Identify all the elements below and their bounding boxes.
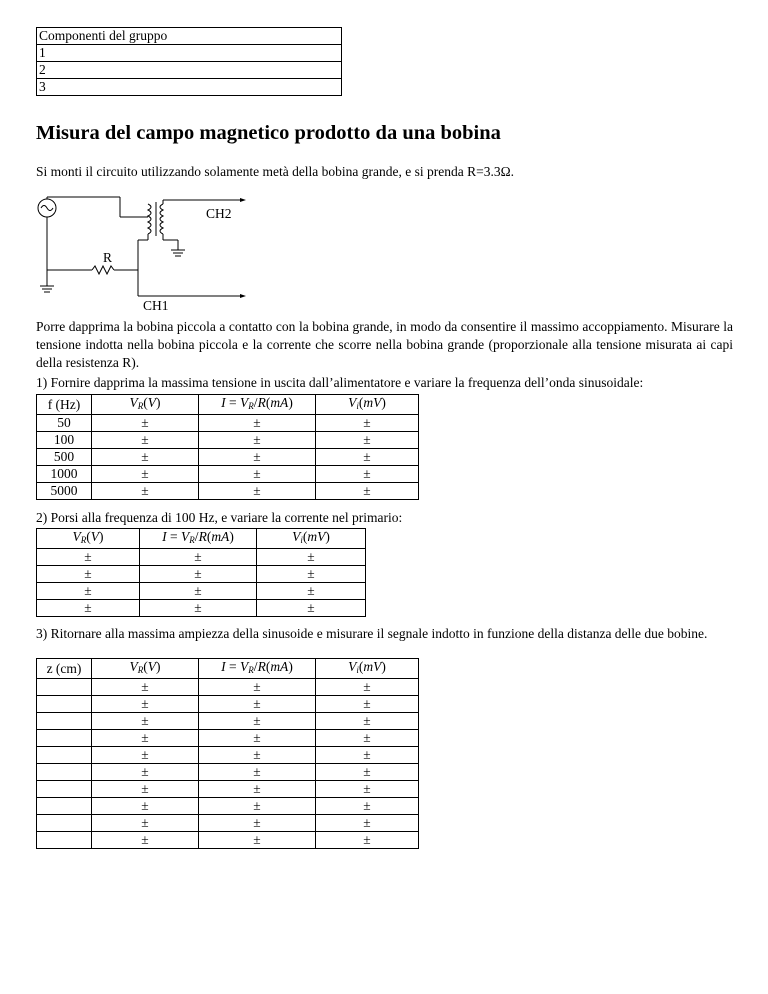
vi-cell: ± bbox=[257, 583, 366, 600]
table-frequency-body bbox=[37, 415, 419, 500]
vi-cell: ± bbox=[316, 798, 419, 815]
current-cell: ± bbox=[199, 449, 316, 466]
frequency-cell: 500 bbox=[37, 449, 92, 466]
distance-cell bbox=[37, 713, 92, 730]
resistor-label: R bbox=[103, 250, 113, 265]
table-row bbox=[37, 781, 419, 798]
col-vr: $V_R(V)$ bbox=[92, 395, 199, 415]
vr-cell: ± bbox=[92, 449, 199, 466]
distance-cell bbox=[37, 815, 92, 832]
current-cell: ± bbox=[199, 696, 316, 713]
group-table bbox=[36, 27, 342, 96]
frequency-cell: 100 bbox=[37, 432, 92, 449]
current-cell: ± bbox=[199, 415, 316, 432]
distance-cell bbox=[37, 764, 92, 781]
col-distance: z (cm) bbox=[37, 659, 92, 679]
vr-cell: ± bbox=[92, 730, 199, 747]
table-distance bbox=[36, 658, 419, 849]
distance-cell bbox=[37, 832, 92, 849]
vi-cell: ± bbox=[316, 415, 419, 432]
current-cell: ± bbox=[199, 798, 316, 815]
group-row-3: 3 bbox=[37, 79, 342, 96]
distance-cell bbox=[37, 696, 92, 713]
table-current-body bbox=[37, 549, 366, 617]
frequency-cell: 5000 bbox=[37, 483, 92, 500]
col-current: $I = V_R/R(mA)$ bbox=[140, 529, 257, 549]
vr-cell: ± bbox=[92, 713, 199, 730]
col-vi: $V_i(mV)$ bbox=[316, 659, 419, 679]
current-cell: ± bbox=[199, 483, 316, 500]
vi-cell: ± bbox=[316, 781, 419, 798]
table-row bbox=[37, 798, 419, 815]
table-frequency bbox=[36, 394, 419, 500]
current-cell: ± bbox=[140, 566, 257, 583]
current-cell: ± bbox=[199, 815, 316, 832]
col-vr: $V_R(V)$ bbox=[37, 529, 140, 549]
table-row bbox=[37, 415, 419, 432]
table-row bbox=[37, 815, 419, 832]
table-row bbox=[37, 679, 419, 696]
vr-cell: ± bbox=[37, 583, 140, 600]
table-row bbox=[37, 713, 419, 730]
current-cell: ± bbox=[140, 549, 257, 566]
vi-cell: ± bbox=[316, 432, 419, 449]
group-row-2: 2 bbox=[37, 62, 342, 79]
vi-cell: ± bbox=[316, 815, 419, 832]
col-current: $I = V_R/R(mA)$ bbox=[199, 659, 316, 679]
vr-cell: ± bbox=[92, 415, 199, 432]
vi-cell: ± bbox=[316, 730, 419, 747]
current-cell: ± bbox=[199, 832, 316, 849]
distance-cell bbox=[37, 730, 92, 747]
table-row bbox=[37, 583, 366, 600]
current-cell: ± bbox=[140, 600, 257, 617]
paragraph-1: Porre dapprima la bobina piccola a contatto con la bobina grande, in modo da consentire il massimo accoppiamento. Misurare la tensione indotta nella bobina piccola e la corrente che scorre nella bobina grande (proporzionale alla tensione misurata ai capi della resistenza R). bbox=[36, 319, 733, 370]
table-row bbox=[37, 432, 419, 449]
vr-cell: ± bbox=[92, 432, 199, 449]
table-row bbox=[37, 600, 366, 617]
vr-cell: ± bbox=[92, 798, 199, 815]
vr-cell: ± bbox=[92, 679, 199, 696]
current-cell: ± bbox=[199, 764, 316, 781]
current-cell: ± bbox=[199, 730, 316, 747]
vi-cell: ± bbox=[316, 713, 419, 730]
vi-cell: ± bbox=[316, 696, 419, 713]
group-row-1: 1 bbox=[37, 45, 342, 62]
vr-cell: ± bbox=[92, 466, 199, 483]
vi-cell: ± bbox=[316, 449, 419, 466]
vi-cell: ± bbox=[316, 747, 419, 764]
frequency-cell: 50 bbox=[37, 415, 92, 432]
col-frequency: f (Hz) bbox=[37, 395, 92, 415]
vr-cell: ± bbox=[92, 696, 199, 713]
ch1-label: CH1 bbox=[143, 298, 169, 313]
table-row bbox=[37, 696, 419, 713]
table-row bbox=[37, 764, 419, 781]
table-row bbox=[37, 483, 419, 500]
vr-cell: ± bbox=[92, 815, 199, 832]
vr-cell: ± bbox=[92, 764, 199, 781]
vr-cell: ± bbox=[92, 483, 199, 500]
vi-cell: ± bbox=[257, 549, 366, 566]
vi-cell: ± bbox=[257, 600, 366, 617]
current-cell: ± bbox=[199, 747, 316, 764]
distance-cell bbox=[37, 781, 92, 798]
table-row bbox=[37, 730, 419, 747]
vr-cell: ± bbox=[37, 566, 140, 583]
col-vi: $V_i(mV)$ bbox=[316, 395, 419, 415]
distance-cell bbox=[37, 679, 92, 696]
step-2-text: 2) Porsi alla frequenza di 100 Hz, e variare la corrente nel primario: bbox=[36, 510, 403, 525]
current-cell: ± bbox=[199, 466, 316, 483]
table-row bbox=[37, 566, 366, 583]
vi-cell: ± bbox=[316, 764, 419, 781]
current-cell: ± bbox=[199, 432, 316, 449]
distance-cell bbox=[37, 798, 92, 815]
intro-text: Si monti il circuito utilizzando solamente metà della bobina grande, e si prenda R=3.3Ω. bbox=[36, 164, 515, 179]
vr-cell: ± bbox=[37, 600, 140, 617]
vr-cell: ± bbox=[92, 747, 199, 764]
vr-cell: ± bbox=[92, 832, 199, 849]
distance-cell bbox=[37, 747, 92, 764]
table-row bbox=[37, 832, 419, 849]
current-cell: ± bbox=[199, 679, 316, 696]
table-current bbox=[36, 528, 366, 617]
vr-cell: ± bbox=[92, 781, 199, 798]
col-current: $I = V_R/R(mA)$ bbox=[199, 395, 316, 415]
col-vr: $V_R(V)$ bbox=[92, 659, 199, 679]
vr-cell: ± bbox=[37, 549, 140, 566]
col-vi: $V_i(mV)$ bbox=[257, 529, 366, 549]
group-table-header: Componenti del gruppo bbox=[37, 28, 342, 45]
table-row bbox=[37, 449, 419, 466]
table-distance-body bbox=[37, 679, 419, 849]
frequency-cell: 1000 bbox=[37, 466, 92, 483]
step-1-text: 1) Fornire dapprima la massima tensione in uscita dall’alimentatore e variare la frequenza dell’onda sinusoidale: bbox=[36, 375, 644, 390]
vi-cell: ± bbox=[316, 466, 419, 483]
current-cell: ± bbox=[199, 781, 316, 798]
table-row bbox=[37, 466, 419, 483]
vi-cell: ± bbox=[316, 483, 419, 500]
page-title: Misura del campo magnetico prodotto da una bobina bbox=[36, 122, 501, 144]
vi-cell: ± bbox=[316, 832, 419, 849]
vi-cell: ± bbox=[257, 566, 366, 583]
ch2-label: CH2 bbox=[206, 206, 232, 221]
step-3-text: 3) Ritornare alla massima ampiezza della sinusoide e misurare il segnale indotto in funzione della distanza delle due bobine. bbox=[36, 626, 708, 641]
table-row bbox=[37, 747, 419, 764]
current-cell: ± bbox=[199, 713, 316, 730]
table-row bbox=[37, 549, 366, 566]
current-cell: ± bbox=[140, 583, 257, 600]
vi-cell: ± bbox=[316, 679, 419, 696]
